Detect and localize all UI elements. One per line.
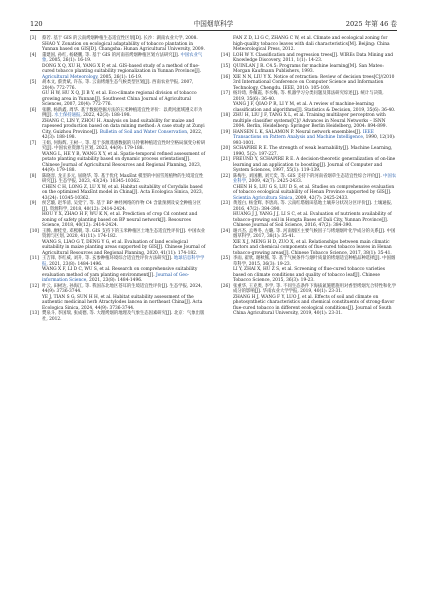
reference-text-part: 樊泉斗, 李国瑞, 张成德, 等. 大理烤烟的地理及气象生态因素研究[J]. 北京：气象出版社, 2012. <box>42 311 205 322</box>
reference-text <box>42 108 206 119</box>
reference-text <box>42 229 206 240</box>
reference-number: [13] <box>30 311 39 316</box>
reference-number: [23] <box>221 201 230 206</box>
reference-text <box>42 212 206 229</box>
reference-text-part: 蔡若. 基于 GIS 的云南烤烟种植生态适宜性区划[D]. 长沙：湖南农业大学, 2008. <box>42 36 198 41</box>
reference-number: [9] <box>30 201 37 206</box>
reference-text <box>42 152 206 174</box>
reference-text-part: CHEN C H, LONG Z, LU X W, et al. Habitat suitability of Corydalis based on the optimized MaxEnt model in China[J]. Acta Ecologica Sinica, 2023, 43(24): 10345-10362. <box>42 184 203 201</box>
reference-entry <box>30 311 206 322</box>
reference-text <box>42 267 206 284</box>
reference-text <box>42 311 206 322</box>
reference-entry <box>30 36 206 53</box>
reference-text-part: , 2009, 42(7): 2425-2433. <box>246 179 303 184</box>
reference-text-part: 董建国, 孙红, 杨晓鹏, 等. 基于 GIS 的河南省烤烟种植区划方法研究[J]. <box>42 52 181 58</box>
reference-text-part: SHAO Y. Zonation on ecological adaptability of tobacco plantation in Yunnan based on GIS[D]. Changsha: Hunan Agricultural University, 2009. <box>42 41 205 52</box>
reference-entry <box>221 201 397 229</box>
reference-text <box>42 91 206 108</box>
reference-text-part: 杨玲琦, 乔佩霞, 李水梅, 等. 机器学习分类问题及算法研究综述[J]. 统计与决策, 2019, 35(6): 36-40. <box>233 91 384 102</box>
reference-entry <box>221 229 397 257</box>
reference-text <box>233 256 397 267</box>
reference-text <box>233 295 397 317</box>
reference-number: [5] <box>30 80 37 85</box>
reference-text-part: XIE N N, LIU Y X. Notice of retraction: Review of decision trees[C]//2010 3rd International Conference on Computer Science and Information Technology, Chengdu. IEEE, 2010: 105-109. <box>233 74 395 91</box>
page-number: 120 <box>30 20 43 28</box>
journal-title-highlight: 水土保持通报 <box>54 113 81 118</box>
reference-number: [7] <box>30 140 37 146</box>
reference-number: [21] <box>221 157 230 162</box>
reference-entry <box>221 53 397 64</box>
reference-entry <box>221 256 397 284</box>
reference-text-part: , 2005, 26(1): 16-19. <box>97 74 143 80</box>
reference-text <box>42 174 206 185</box>
reference-entry <box>30 201 206 229</box>
reference-text-part: QUINLAN J R. C4.5: Programs for machine learning[M]. San Mateo: Morgan Kaufmann Publishers, 1993. <box>233 63 384 74</box>
reference-text <box>42 141 206 152</box>
reference-text-part: 谢兴杰, 孟粤冬, 左璐, 等. 河南烟区主要气候因子与烤烟烟叶化学成分的关系[J]. 中国烟草科学, 2017, 38(1): 35-41. <box>233 228 396 239</box>
journal-title-highlight: Scientia Agricultura Sinica <box>233 195 293 201</box>
reference-text-part: , 2022, 42(3): 188-198. <box>80 113 131 118</box>
reference-text <box>42 42 206 53</box>
reference-entry <box>221 64 397 75</box>
reference-text <box>233 267 397 284</box>
reference-text <box>42 64 206 81</box>
reference-text <box>233 229 397 240</box>
reference-number: [12] <box>30 283 39 289</box>
journal-title-highlight: Journal of Geo-information Science <box>42 272 190 283</box>
reference-text <box>233 240 397 257</box>
reference-text <box>233 75 397 92</box>
reference-text <box>233 174 397 185</box>
reference-number: [15] <box>221 63 230 69</box>
reference-text-part: 侯艺璇, 赵华清, 吴党宁, 等. 基于 BP 神经网络的作物 C4 含量预测及安全种植分区[J]. 资源科学, 2018, 40(12): 2414-2424. <box>42 201 202 212</box>
reference-text-part: ZHANG C, LIN Y, ZHOU H. Analysis on land suitability for maize and rapeseed production based on data mining method: A case study at Zunyi City, Guizhou Province[J]. <box>42 118 205 135</box>
page-header <box>30 18 397 31</box>
reference-text-part: WANG X F, LI D C, WU S, et al. Research on comprehensive suitability evaluation method of yam planting environment[J]. <box>42 267 198 278</box>
reference-text <box>233 53 397 64</box>
reference-text-part: , 1990, 12(10): 993-1001. <box>233 135 396 146</box>
reference-text-part: HOU Y X, ZHAO H F, WU K N, et al. Prediction of crop Cd content and zoning of safety planting based on BP neural network[J]. Resources Science, 2018, 40(12): 2414-2424. <box>42 212 198 228</box>
reference-number: [11] <box>30 256 39 261</box>
reference-text-part: FAN Z D, LI G C, ZHANG C W, et al. Climate and ecological zoning for high-quality tobacco leaves with dali characteristics[M]. Beijing: China Meteorological Press, 2012. <box>233 36 390 52</box>
reference-text-part: HANSEN L K, SALAMON P. Neural network ensembles[J]. <box>233 129 363 135</box>
reference-entry <box>221 146 397 157</box>
journal-title-highlight: Bulletin of Soil and Water Conservation <box>99 129 188 135</box>
reference-text <box>42 53 206 64</box>
reference-number: [6] <box>30 107 37 113</box>
journal-title-highlight: 中国农业气象 <box>42 52 203 63</box>
reference-text-part: , 2022, 42(3): 188-198. <box>42 129 203 140</box>
reference-text <box>233 36 397 53</box>
reference-text <box>42 295 206 312</box>
reference-entry <box>221 113 397 130</box>
reference-entry <box>221 174 397 202</box>
journal-issue: 2025 年第 46 卷 <box>345 20 397 28</box>
journal-title-highlight: 地球信息科学学报 <box>42 256 205 267</box>
reference-text-part: ZHU H, LIU J F, TANG X L, et al. Training multilayer perceptron with multiple classifier systems[C]// Advances in Neural Networks – ISNN 2004. Berlin, Heidelberg: Springer Berlin Heidelberg, 2004: 894-899. <box>233 113 387 129</box>
reference-number: [24] <box>221 228 230 234</box>
reference-entry <box>221 36 397 53</box>
reference-text-part: 陈梅生, 刘国鹏, 刘天奕, 等. GIS 支持下的河南省烟草生态适宜性综合评价[J]. <box>233 173 384 179</box>
journal-title-highlight: 中国农业科学 <box>233 173 397 184</box>
reference-text-part: , 2021, 23(8): 1484-1496. <box>46 261 103 267</box>
reference-text <box>233 102 397 113</box>
reference-text <box>42 201 206 212</box>
references-right-column <box>221 36 397 317</box>
reference-text-part: LI Y, ZHAI X, HU Z S, et al. Screening of flue-cured tobacco varieties based on climate conditions and quality of tobacco leaf[J]. Chinese Tobacco Science, 2015, 36(3): 19-23. <box>233 267 385 283</box>
reference-text <box>233 212 397 229</box>
reference-entry <box>30 108 206 141</box>
reference-number: [16] <box>221 74 230 80</box>
reference-entry <box>30 53 206 81</box>
reference-text-part: , 2005, 26(1): 16-19. <box>46 58 92 63</box>
reference-text <box>233 146 397 157</box>
reference-entry <box>221 284 397 317</box>
reference-number: [3] <box>30 36 37 41</box>
reference-entry <box>221 75 397 92</box>
reference-text-part: CHEN H S, LIU G S, LIU D S, et al. Studies on comprehensive evaluation of tobacco ecological suitability of Henan Province supported by GIS[J]. <box>233 184 395 195</box>
reference-text-part: 王吉锋, 李红威, 刘升, 等. 玄参种植环境综合适宜性评价方法研究[J]. <box>42 256 174 261</box>
reference-text <box>233 201 397 212</box>
reference-text-part: YE J, TIAN S G, SUN H H, et al. Habitat suitability assessment of the authentic medicinal herb Atractylodes lancea in northeast China[J]. Acta Ecologica Sinica, 2024, 44(9): 3736-3744. <box>42 294 203 311</box>
reference-text-part: 胡本文, 蔡贵斌, 许东, 等. 云南烤烟生态气候类型区划[J]. 西南农业学报, 2007, 20(4): 772-776. <box>42 80 194 91</box>
reference-text <box>233 113 397 130</box>
reference-entry <box>30 141 206 174</box>
reference-text <box>233 130 397 147</box>
reference-number: [14] <box>221 52 230 58</box>
reference-text-part: HUANG J J, YANG J J, LI S C, et al. Evaluation of nutrients availability of tobacco-growing soil in Hongta Bases of Dali City, Yunnan Province[J]. Chinese Journal of Soil Science, 2016, 47(2): 384-390. <box>233 212 392 228</box>
reference-text-part: YANG J F, QIAO P R, LI Y M, et al. A review of machine-learning classification and algorithms[J]. Statistics & Decision, 2019, 35(6): 36-40. <box>233 102 396 113</box>
reference-text <box>233 64 397 75</box>
reference-text <box>233 185 397 202</box>
reference-entry <box>221 130 397 147</box>
journal-title-highlight: IEEE Transactions on Pattern Analysis and Machine Intelligence <box>233 129 374 140</box>
reference-text <box>42 256 206 267</box>
journal-name: 中国烟草科学 <box>193 20 234 28</box>
reference-entry <box>30 80 206 108</box>
reference-text <box>42 284 206 295</box>
reference-text-part: XIE X J, MENG H D, ZUO X, et al. Relationships between main climatic factors and chemical components of flue-cured tobacco leaves in Henan tobacco-growing areas[J]. Chinese Tobacco Science, 2017, 38(1): 35-41. <box>233 239 392 256</box>
reference-text-part: 李雨, 翟欣, 谢秋熊, 等. 基于气候条件与烟叶质量的烤烟适宜种植品种选择[J]. 中国烟草科学, 2015, 36(3): 19-23. <box>233 256 396 267</box>
reference-number: [10] <box>30 228 39 234</box>
reference-text-part: WANG S, LIAO G T, DENG Y G, et al. Evaluation of land ecological suitability in maize planting areas supported by GIS[J]. Chinese Journal of Agricultural Resources and Regional Planning, 2020, 41(11): 174-182. <box>42 239 206 256</box>
reference-text-part: , 2021, 23(8): 1484-1496. <box>86 278 143 283</box>
reference-number: [19] <box>221 129 230 135</box>
reference-text-part: ZHANG H J, WANG F Y, LUO J, et al. Effects of soil and climate on photosynthetic characteristics and chemical constituents of strong-flavor flue-cured tobacco in different ecological conditions[J]. Journal of South China Agricultural University, 2019, 40(1): 23-31. <box>233 294 395 316</box>
reference-text <box>42 80 206 91</box>
reference-number: [26] <box>221 283 230 289</box>
reference-text <box>42 240 206 257</box>
reference-text-part: 陈晓容, 龙正多元, 屈晓华, 等. 基于优化 MaxEnt 模型的中国雪莲植物的生境适宜性研究[J]. 生态学报, 2023, 43(24): 10345-10362. <box>42 173 204 184</box>
reference-text-part: LOH W Y. Classification and regression trees[J]. WIREs Data Mining and Knowledge Discovery, 2011, 1(1): 14-23. <box>233 52 394 63</box>
reference-number: [18] <box>221 113 230 118</box>
reference-text-part: 叶云, 田树达, 孙海江, 等. 我国东北地区苍耳的生境适宜性评价[J]. 生态学报, 2024, 44(9): 3736-3744. <box>42 283 203 294</box>
reference-entry <box>30 174 206 202</box>
reference-entry <box>30 256 206 284</box>
reference-text-part: FREUND Y, SCHAPIRE R E. A decision-theoretic generalization of on-line learning and an application to boosting[J]. Journal of Computer and System Sciences, 1997, 55(1): 119-139. <box>233 157 396 173</box>
reference-text <box>42 119 206 141</box>
reference-entry <box>221 91 397 113</box>
reference-number: [17] <box>221 91 230 96</box>
reference-text-part: 王娟, 何海辉, 王树一, 等. 基于多源遥感数据的马铃薯种植适宜性时空格局演变分析研究[J]. 中国农业资源与区划, 2023, 44(9): 179-188. <box>42 140 206 151</box>
reference-text-part: 王腾, 廖桂堂, 邓熙朝, 等. GIS 支持下的玉米种植区土地生态适宜性评价[J]. 中国农业资源与区划, 2020, 41(11): 174-182. <box>42 228 206 239</box>
reference-entry <box>30 284 206 312</box>
journal-title-highlight: Agricultural Meteorology <box>42 74 98 80</box>
reference-text-part: 张鹏, 杨新鑫, 周华. 基于数据挖掘方法的玉米种植适宜性评价：以黄河流域遵义市为例[J]. <box>42 107 203 118</box>
reference-entry <box>221 157 397 174</box>
reference-text-part: 张重华, 王克奥, 李学, 等. 不同生态条件下海拔氮施肥施用对香型烤烟光合特性和化学成分的影响[J]. 华南农业大学学报, 2019, 40(1): 23-31. <box>233 283 397 294</box>
reference-text-part: GU H W, HU X Q, JI B Y, et al. Eco-climate regional division of tobacco growing area in Yunnan[J]. Southwest China Journal of Agricultural Sciences, 2007, 20(4): 772-776. <box>42 91 197 107</box>
reference-text-part: , 2009, 42(7): 2425-2433. <box>292 195 349 201</box>
reference-text <box>42 185 206 202</box>
reference-number: [20] <box>221 146 230 151</box>
reference-text-part: WANG L, HE Y B, WANG X Y, et al. Spatio-temporal refined assessment of potato planting suitability based on dynamic process orientation[J]. Chinese Journal of Agricultural Resources and Regional Planning, 2023, 44(9): 179-188. <box>42 151 206 173</box>
references-left-column <box>30 36 206 322</box>
reference-entry <box>30 229 206 257</box>
reference-number: [8] <box>30 173 37 179</box>
reference-text <box>233 284 397 295</box>
reference-text-part: SCHAPIRE R E. The strength of weak learnability[J]. Machine Learning, 1990, 5(2): 197-227. <box>233 146 393 157</box>
reference-text-part: 黄莲白, 杨金辉, 李唐高, 等. 云南红塔烟田基地土壤养分状况分区评价[J]. 土壤通报, 2016, 47(2): 384-390. <box>233 201 393 212</box>
reference-text <box>233 91 397 102</box>
reference-number: [25] <box>221 256 230 261</box>
reference-text-part: DONG X Q, XU H, YANG X P, et al. GIS-based study of a method of flue-cured tobacco planting suitability regionalization in Yunnan Province[J]. <box>42 63 201 74</box>
reference-number: [4] <box>30 52 37 58</box>
reference-number: [22] <box>221 173 230 179</box>
reference-text <box>233 157 397 174</box>
